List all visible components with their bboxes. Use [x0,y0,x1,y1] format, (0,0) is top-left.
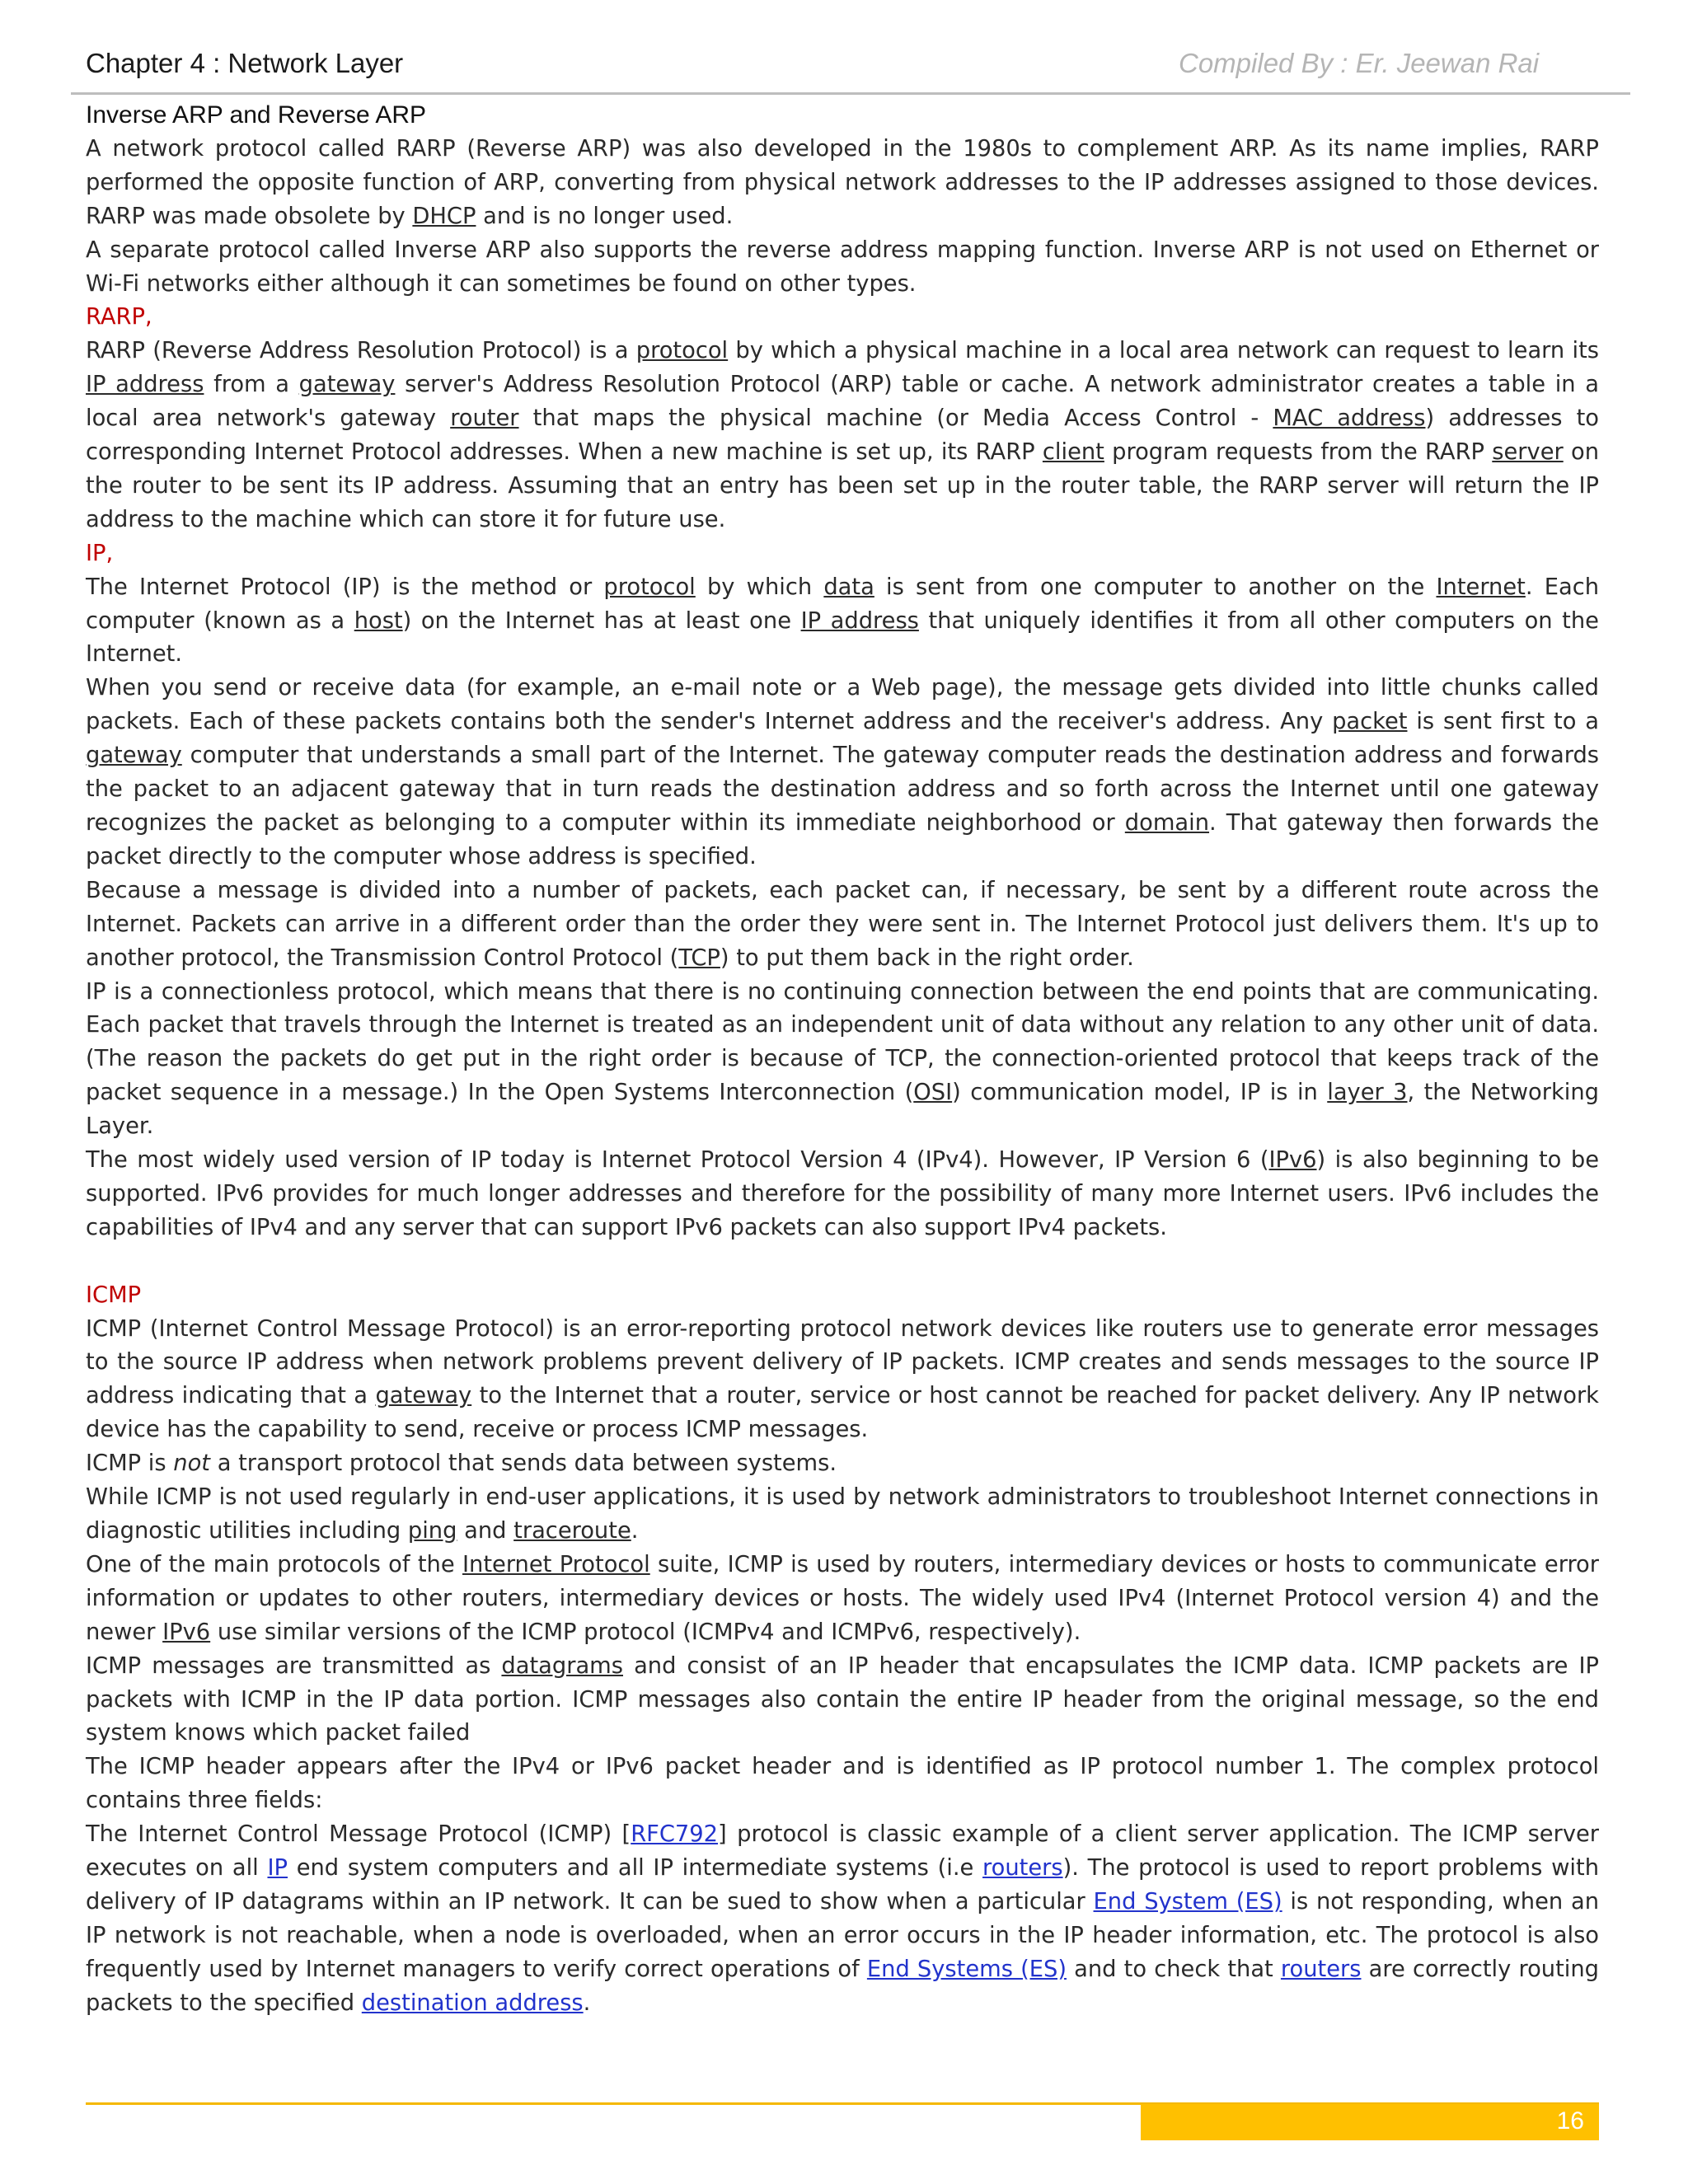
heading-ip: IP, [86,540,114,566]
link-ipv6[interactable]: IPv6 [1268,1147,1317,1174]
paragraph-rarp: RARP (Reverse Address Resolution Protocol) is a protocol by which a physical machine in a local area network can request to learn its IP address from a gateway server's Address Resolution Protocol (ARP) table or cache. A network administrator creates a table in a local area network's gateway router that maps the physical machine (or Media Access Control - MAC address) addresses to corresponding Internet Protocol addresses. When a new machine is set up, its RARP client program requests from the RARP server on the router to be sent its IP address. Assuming that an entry has been set up in the router table, the RARP server will return the IP address to the machine which can store it for future use. [86,338,1599,532]
chapter-title: Chapter 4 : Network Layer [86,48,404,78]
link-client[interactable]: client [1042,439,1104,466]
paragraph-icmp-not-transport: ICMP is not a transport protocol that sends data between systems. [86,1451,837,1477]
link-dhcp[interactable]: DHCP [412,203,476,229]
link-destination-address[interactable]: destination address [361,1990,584,2016]
heading-icmp: ICMP [86,1282,142,1308]
spacer [86,1245,1599,1279]
link-mac-address[interactable]: MAC address [1273,405,1426,432]
link-ipv6[interactable]: IPv6 [162,1619,211,1645]
link-ip-address[interactable]: IP address [800,607,919,634]
paragraph-inverse-arp: A separate protocol called Inverse ARP also supports the reverse address mapping function. Inverse ARP is not used on Ethernet or Wi-Fi networks either although it can sometimes be found on other types. [86,237,1599,297]
paragraph-ip-definition: The Internet Protocol (IP) is the method or protocol by which data is sent from one computer to another on the Internet. Each computer (known as a host) on the Internet has at least one IP address that uniquely identifies it from all other computers on the Internet. [86,574,1600,668]
link-end-systems[interactable]: End Systems (ES) [866,1956,1067,1982]
link-gateway[interactable]: gateway [298,372,396,398]
link-domain[interactable]: domain [1124,809,1210,836]
page-number-badge [1141,2104,1599,2140]
page-number: 16 [1556,2107,1584,2135]
link-router[interactable]: router [450,405,519,432]
link-gateway[interactable]: gateway [86,743,182,769]
link-ip[interactable]: IP [267,1855,288,1882]
link-tcp[interactable]: TCP [678,944,720,971]
link-gateway[interactable]: gateway [375,1383,472,1409]
page-content [86,99,1599,2021]
paragraph-icmp-suite: One of the main protocols of the Internet Protocol suite, ICMP is used by routers, intermediary devices or hosts to communicate error information or updates to other routers, intermediary devices or hosts. The widely used IPv4 (Internet Protocol version 4) and the newer IPv6 use similar versions of the ICMP protocol (ICMPv4 and ICMPv6, respectively). [86,1551,1599,1645]
link-server[interactable]: server [1492,439,1564,466]
link-traceroute[interactable]: traceroute [513,1517,631,1544]
link-internet[interactable]: Internet [1436,574,1526,600]
paragraph-icmp-datagrams: ICMP messages are transmitted as datagrams and consist of an IP header that encapsulates the ICMP data. ICMP packets are IP packets with ICMP in the IP data portion. ICMP messages also contain the entire IP header from the original message, so the end system knows which packet failed [86,1652,1599,1746]
page-header [86,48,1635,92]
link-ip-address[interactable]: IP address [86,372,204,398]
paragraph-ip-versions: The most widely used version of IP today is Internet Protocol Version 4 (IPv4). However, IP Version 6 (IPv6) is also beginning to be supported. IPv6 provides for much longer addresses and therefore for the possibility of many more Internet users. IPv6 includes the capabilities of IPv4 and any server that can support IPv6 packets can also support IPv4 packets. [86,1147,1599,1240]
compiled-by: Compiled By : Er. Jeewan Rai [1179,48,1540,78]
link-datagrams[interactable]: datagrams [501,1652,623,1679]
paragraph-rarp-intro: A network protocol called RARP (Reverse ARP) was also developed in the 1980s to complement ARP. As its name implies, RARP performed the opposite function of ARP, converting from physical network addresses to the IP addresses assigned to those devices. RARP was made obsolete by DHCP and is no longer used. [86,135,1599,229]
paragraph-icmp-definition: ICMP (Internet Control Message Protocol) is an error-reporting protocol network devices like routers use to generate error messages to the source IP address when network problems prevent delivery of IP packets. ICMP creates and sends messages to the source IP address indicating that a gateway to the Internet that a router, service or host cannot be reached for packet delivery. Any IP network device has the capability to send, receive or process ICMP messages. [86,1315,1599,1443]
paragraph-icmp-diagnostics: While ICMP is not used regularly in end-user applications, it is used by network administrators to troubleshoot Internet connections in diagnostic utilities including ping and traceroute. [86,1484,1599,1544]
link-packet[interactable]: packet [1332,709,1408,735]
link-routers[interactable]: routers [1280,1956,1362,1982]
heading-rarp: RARP, [86,304,152,330]
link-osi[interactable]: OSI [913,1080,953,1106]
link-data[interactable]: data [823,574,874,600]
link-protocol[interactable]: protocol [603,574,696,600]
paragraph-ip-packets: When you send or receive data (for example, an e-mail note or a Web page), the message gets divided into little chunks called packets. Each of these packets contains both the sender's Internet address and the receiver's address. Any packet is sent first to a gateway computer that understands a small part of the Internet. The gateway computer reads the destination address and forwards the packet to an adjacent gateway that in turn reads the destination address and so forth across the Internet until one gateway recognizes the packet as belonging to a computer within its immediate neighborhood or domain. That gateway then forwards the packet directly to the computer whose address is specified. [86,675,1599,869]
link-routers[interactable]: routers [982,1855,1063,1882]
paragraph-ip-routing: Because a message is divided into a number of packets, each packet can, if necessary, be sent by a different route across the Internet. Packets can arrive in a different order than the order they were sent in. The Internet Protocol just delivers them. It's up to another protocol, the Transmission Control Protocol (TCP) to put them back in the right order. [86,877,1599,971]
link-end-system[interactable]: End System (ES) [1093,1888,1282,1915]
paragraph-icmp-rfc792: The Internet Control Message Protocol (ICMP) [RFC792] protocol is classic example of a client server application. The ICMP server executes on all IP end system computers and all IP intermediate systems (i.e routers). The protocol is used to report problems with delivery of IP datagrams within an IP network. It can be sued to show when a particular End System (ES) is not responding, when an IP network is not reachable, when a node is overloaded, when an error occurs in the IP header information, etc. The protocol is also frequently used by Internet managers to verify correct operations of End Systems (ES) and to check that routers are correctly routing packets to the specified destination address. [86,1821,1599,2016]
link-rfc792[interactable]: RFC792 [631,1821,719,1848]
header-divider [71,92,1630,95]
link-layer-3[interactable]: layer 3 [1327,1080,1408,1106]
link-protocol[interactable]: protocol [635,338,729,364]
link-host[interactable]: host [354,607,403,634]
link-internet-protocol[interactable]: Internet Protocol [462,1551,650,1577]
heading-inverse-arp: Inverse ARP and Reverse ARP [86,101,426,129]
paragraph-icmp-header: The ICMP header appears after the IPv4 or IPv6 packet header and is identified as IP protocol number 1. The complex protocol contains three fields: [86,1754,1599,1814]
link-ping[interactable]: ping [407,1517,457,1544]
paragraph-ip-connectionless: IP is a connectionless protocol, which means that there is no continuing connection between the end points that are communicating. Each packet that travels through the Internet is treated as an independent unit of data without any relation to any other unit of data. (The reason the packets do get put in the right order is because of TCP, the connection-oriented protocol that keeps track of the packet sequence in a message.) In the Open Systems Interconnection (OSI) communication model, IP is in layer 3, the Networking Layer. [86,978,1599,1140]
